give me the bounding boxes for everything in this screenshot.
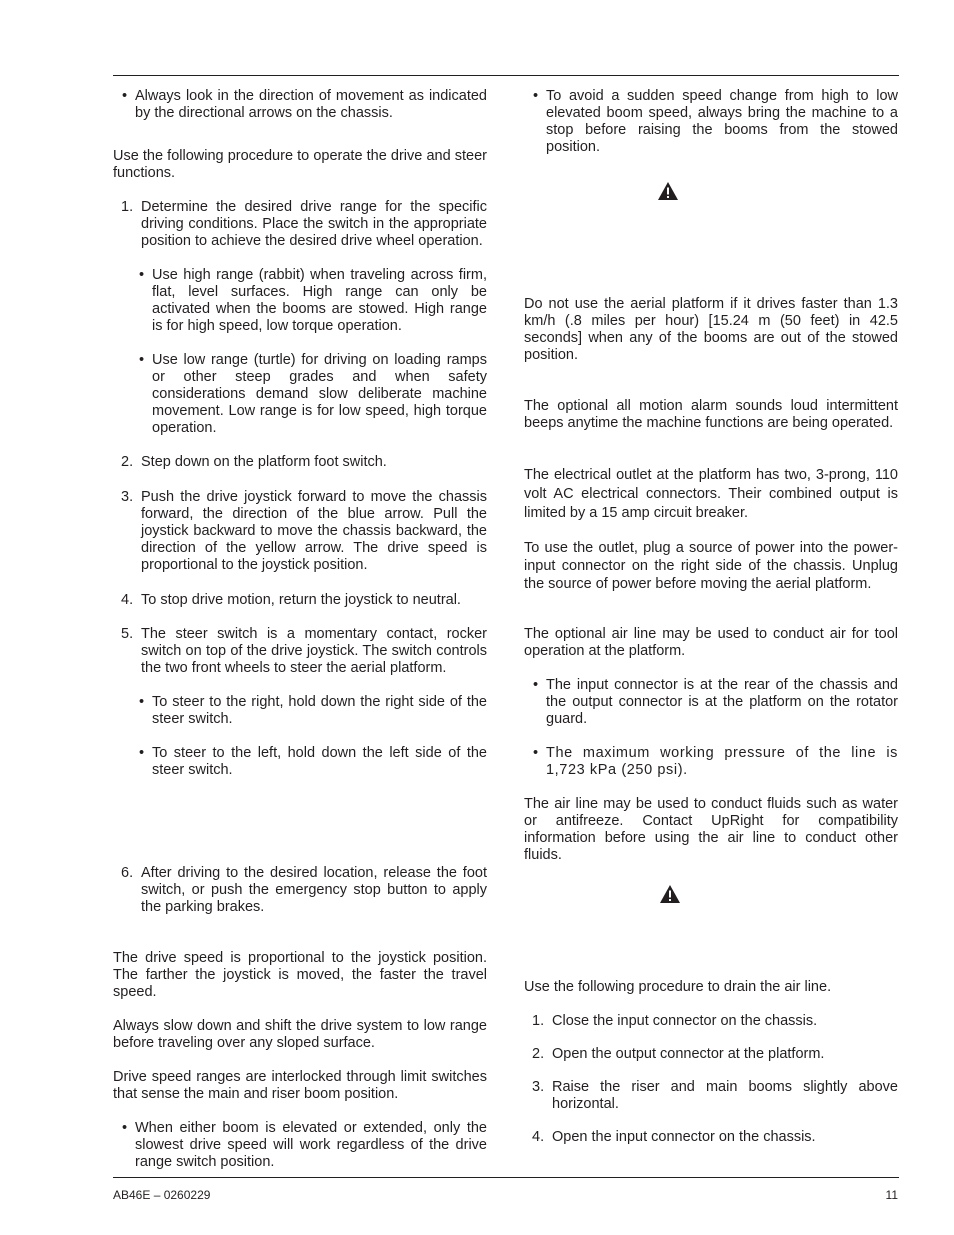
step-2 [113, 454, 487, 471]
paragraph-electrical-outlet: The electrical outlet at the platform has two, 3-prong, 110 volt AC electrical connectors. Their combined output is limited by a 15 amp circuit breaker. [524, 467, 898, 521]
drain-step-3 [524, 1079, 898, 1113]
drain-step-1 [524, 1013, 898, 1030]
step-text: Push the drive joystick forward to move the chassis forward, the direction of the blue arrow. Pull the joystick backward to move the chassis backward, the direction of the yellow arrow. The drive speed is proportional to the joystick position. [141, 489, 487, 573]
step-number: 1. [121, 199, 134, 215]
step-number: 1. [532, 1013, 545, 1029]
drain-step-4 [524, 1129, 898, 1146]
footer-page-number: 11 [885, 1188, 898, 1202]
step-1 [113, 199, 487, 250]
step-3 [113, 489, 487, 574]
step-text: After driving to the desired location, release the foot switch, or push the emergency stop button to apply the parking brakes. [141, 865, 487, 915]
step-number: 4. [532, 1129, 545, 1145]
bullet-boom-elevated: • When either boom is elevated or extended, only the slowest drive speed will work regardless of the drive range switch position. [113, 1120, 487, 1171]
paragraph-interlock: Drive speed ranges are interlocked through limit switches that sense the main and riser boom position. [113, 1069, 487, 1102]
step-number: 2. [121, 454, 134, 470]
step-text: Close the input connector on the chassis. [552, 1013, 818, 1029]
step-number: 3. [532, 1079, 545, 1095]
sub-bullet-steer-right: • To steer to the right, hold down the right side of the steer switch. [113, 694, 487, 728]
paragraph-air-line: The optional air line may be used to conduct air for tool operation at the platform. [524, 626, 898, 659]
header-rule [113, 75, 899, 76]
sub-bullet-low-range: • Use low range (turtle) for driving on loading ramps or other steep grades and when safety considerations demand slow deliberate machine movement. Low range is for low speed, high torque operation. [113, 352, 487, 437]
paragraph-drive-speed: The drive speed is proportional to the joystick position. The farther the joystick is moved, the faster the travel speed. [113, 950, 487, 1000]
step-text: Step down on the platform foot switch. [141, 454, 387, 470]
step-text: The steer switch is a momentary contact, rocker switch on top of the drive joystick. The switch controls the two front wheels to steer the aerial platform. [141, 626, 487, 676]
bullet-pressure: • The maximum working pressure of the line is 1,723 kPa (250 psi). [524, 745, 898, 779]
footer-rule [113, 1177, 899, 1178]
step-text: Open the output connector at the platform. [552, 1046, 825, 1062]
step-5 [113, 626, 487, 677]
paragraph-slow-down: Always slow down and shift the drive system to low range before traveling over any sloped surface. [113, 1018, 487, 1051]
paragraph-drive-limit: Do not use the aerial platform if it drives faster than 1.3 km/h (.8 miles per hour) [15.24 m (50 feet) in 42.5 seconds] when any of the booms are out of the stowed position. [524, 296, 898, 363]
step-text: Raise the riser and main booms slightly above horizontal. [552, 1079, 898, 1112]
step-6 [113, 865, 487, 916]
bullet-connectors: • The input connector is at the rear of the chassis and the output connector is at the platform on the rotator guard. [524, 677, 898, 728]
right-column [524, 88, 898, 1146]
footer-doc-id: AB46E – 0260229 [113, 1188, 211, 1202]
paragraph-outlet-use: To use the outlet, plug a source of power into the power-input connector on the right side of the chassis. Unplug the source of power before moving the aerial platform. [524, 540, 898, 592]
step-number: 3. [121, 489, 134, 505]
paragraph-procedure-intro: Use the following procedure to operate the drive and steer functions. [113, 148, 487, 181]
left-column [113, 88, 487, 1171]
sub-bullet-steer-left: • To steer to the left, hold down the left side of the steer switch. [113, 745, 487, 779]
step-4 [113, 592, 487, 609]
bullet-speed-change: • To avoid a sudden speed change from high to low elevated boom speed, always bring the machine to a stop before raising the booms from the stowed position. [524, 88, 898, 156]
step-text: To stop drive motion, return the joystick to neutral. [141, 592, 461, 608]
step-text: Open the input connector on the chassis. [552, 1129, 816, 1145]
step-number: 5. [121, 626, 134, 642]
step-number: 2. [532, 1046, 545, 1062]
sub-bullet-high-range: • Use high range (rabbit) when traveling across firm, flat, level surfaces. High range can only be activated when the booms are stowed. High range is for high speed, low torque operation. [113, 267, 487, 335]
paragraph-fluids: The air line may be used to conduct fluids such as water or antifreeze. Contact UpRight for compatibility information before using the air line to conduct other fluids. [524, 796, 898, 863]
step-number: 6. [121, 865, 134, 881]
bullet-look-direction: • Always look in the direction of movement as indicated by the directional arrows on the chassis. [113, 88, 487, 122]
step-number: 4. [121, 592, 134, 608]
step-text: Determine the desired drive range for the specific driving conditions. Place the switch in the appropriate position to achieve the desired drive wheel operation. [141, 199, 487, 249]
paragraph-motion-alarm: The optional all motion alarm sounds loud intermittent beeps anytime the machine functions are being operated. [524, 398, 898, 431]
paragraph-drain-intro: Use the following procedure to drain the air line. [524, 979, 832, 995]
drain-step-2 [524, 1046, 898, 1063]
